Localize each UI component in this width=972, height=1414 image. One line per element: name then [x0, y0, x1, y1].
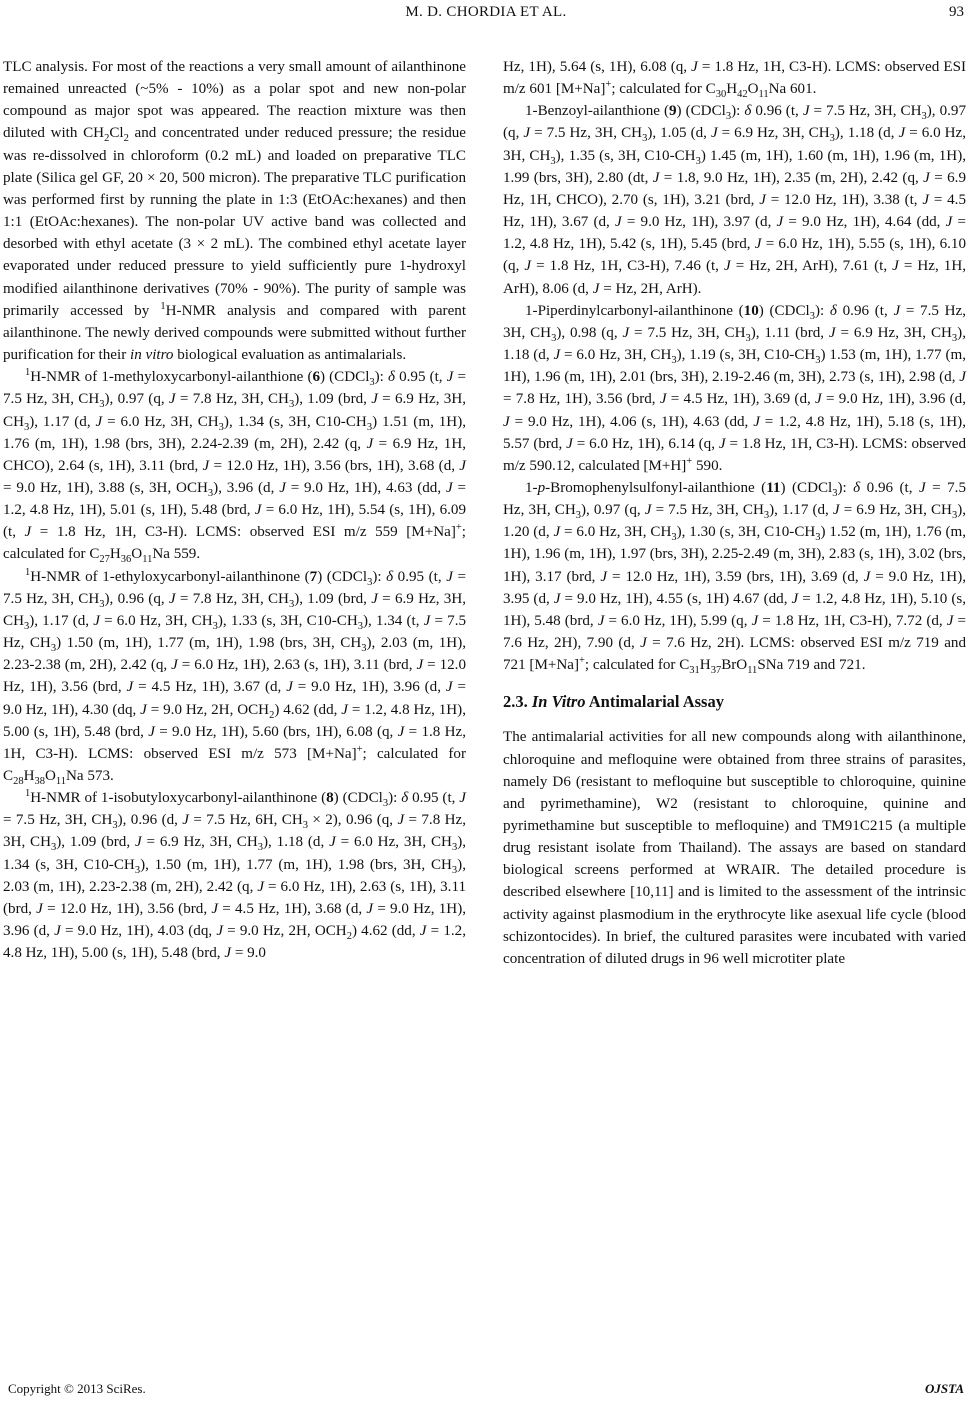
footer-copyright: Copyright © 2013 SciRes.: [8, 1381, 146, 1396]
nmr-compound-8: $^1$H-NMR of 1-isobutyloxycarbonyl-ailanthinone (8) (CDCl$_3$): δ 0.95 (t, J = 7.5 Hz, 3H, $CH_3$), 0.96 (d, J = 7.5 Hz, 6H, $CH_3 \times 2$), 0.96 (q, J = 7.8 Hz, 3H, $CH_3$), 1.09 (brd, J = 6.9 Hz, 3H, $CH_3$), 1.18 (d, J = 6.0 Hz, 3H, $CH_3$), 1.34 (s, 3H, $C10-CH_3$), 1.50 (m, 1H), 1.77 (m, 1H), 1.98 (brs, 3H, $CH_3$), 2.03 (m, 1H), 2.23-2.38 (m, 2H), 2.42 (q, J = 6.0 Hz, 1H), 2.63 (s, 1H), 3.11 (brd, J = 12.0 Hz, 1H), 3.56 (brd, J = 4.5 Hz, 1H), 3.68 (d, J = 9.0 Hz, 1H), 3.96 (d, J = 9.0 Hz, 1H), 4.03 (dq, J = 9.0 Hz, 2H, $OCH_2$) 4.62 (dd, J = 1.2, 4.8 Hz, 1H), 5.00 (s, 1H), 5.48 (brd, J = 9.0: [3, 788, 466, 962]
nmr-compound-8-continued: Hz, 1H), 5.64 (s, 1H), 6.08 (q, J = 1.8 Hz, 1H, C3-H). LCMS: observed ESI m/z 601 [M+Na]+; calculated for $C_{30}H_{42}O_{11}Na$ 601.: [503, 59, 966, 101]
section-number: 2.3.: [503, 692, 528, 712]
header-authors: M. D. CHORDIA ET AL.: [405, 4, 567, 20]
nmr-compound-6: $^1$H-NMR of 1-methyloxycarbonyl-ailanthione (6) (CDCl$_3$): δ 0.95 (t, J = 7.5 Hz, 3H, $CH_3$), 0.97 (q, J = 7.8 Hz, 3H, $CH_3$), 1.09 (brd, J = 6.9 Hz, 3H, $CH_3$), 1.17 (d, J = 6.0 Hz, 3H, $CH_3$), 1.34 (s, 3H, $C10-CH_3$) 1.51 (m, 1H), 1.76 (m, 1H), 1.98 (brs, 3H), 2.24-2.39 (m, 2H), 2.42 (q, J = 6.9 Hz, 1H, CHCO), 2.64 (s, 1H), 3.11 (brd, J = 12.0 Hz, 1H), 3.56 (brs, 1H), 3.68 (d, J = 9.0 Hz, 1H), 3.88 (s, 3H, $OCH_3$), 3.96 (d, J = 9.0 Hz, 1H), 4.63 (dd, J = 1.2, 4.8 Hz, 1H), 5.01 (s, 1H), 5.48 (brd, J = 6.0 Hz, 1H), 5.54 (s, 1H), 6.09 (t, J = 1.8 Hz, 1H, C3-H). LCMS: observed ESI m/z 559 [M+Na]+; calculated for $C_{27}H_{36}O_{11}Na$ 559.: [3, 367, 467, 566]
assay-paragraph: The antimalarial activities for all new compounds along with ailanthinone, chloroquine and mefloquine were obtained from three strains of parasites, namely D6 (resistant to mefloquine but susceptible to chloroquine, quinine and pyrimethamine), W2 (resistant to chloroquine, quinine and pyrimethamine but susceptible to mefloquine) and TM91C215 (a multiple drug resistant isolate from Thailand). The assays are based on standard biological screens performed at WRAIR. The detailed procedure is described elsewhere [10,11] and is limited to the assessment of the intrinsic activity against plasmodium in the erythrocyte like asexual life cycle (blood schizontocides). In brief, the cultured parasites were incubated with varied concentration of diluted drugs in 96 well microtiter plate: [503, 729, 966, 967]
nmr-compound-11: 1-p-Bromophenylsulfonyl-ailanthione (11) (CDCl$_3$): δ 0.96 (t, J = 7.5 Hz, 3H, $CH_3$), 0.97 (q, J = 7.5 Hz, 3H, $CH_3$), 1.17 (d, J = 6.9 Hz, 3H, $CH_3$), 1.20 (d, J = 6.0 Hz, 3H, $CH_3$), 1.30 (s, 3H, $C10-CH_3$) 1.52 (m, 1H), 1.76 (m, 1H), 1.96 (m, 1H), 1.97 (brs, 3H), 2.25-2.49 (m, 3H), 2.83 (s, 1H), 3.02 (brs, 1H), 3.17 (brd, J = 12.0 Hz, 1H), 3.59 (brs, 1H), 3.69 (d, J = 9.0 Hz, 1H), 3.95 (d, J = 9.0 Hz, 1H), 4.55 (s, 1H) 4.67 (dd, J = 1.2, 4.8 Hz, 1H), 5.10 (s, 1H), 5.48 (brd, J = 6.0 Hz, 1H), 5.99 (q, J = 1.8 Hz, 1H, C3-H), 7.72 (d, J = 7.6 Hz, 2H), 7.90 (d, J = 7.6 Hz, 2H). LCMS: observed ESI m/z 719 and 721 [M+Na]+; calculated for $C_{31}H_{37}BrO_{11}SNa$ 719 and 721.: [503, 479, 967, 677]
page-number: 93: [949, 4, 964, 20]
nmr-compound-9: 1-Benzoyl-ailanthione (9) (CDCl$_3$): δ 0.96 (t, J = 7.5 Hz, 3H, $CH_3$), 0.97 (q, J = 7.5 Hz, 3H, $CH_3$), 1.05 (d, J = 6.9 Hz, 3H, $CH_3$), 1.18 (d, J = 6.0 Hz, 3H, $CH_3$), 1.35 (s, 3H, $C10-CH_3$) 1.45 (m, 1H), 1.60 (m, 1H), 1.96 (m, 1H), 1.99 (brs, 3H), 2.80 (dt, J = 1.8, 9.0 Hz, 1H), 2.35 (m, 2H), 2.42 (q, J = 6.9 Hz, 1H, CHCO), 2.70 (s, 1H), 3.21 (brd, J = 12.0 Hz, 1H), 3.38 (t, J = 4.5 Hz, 1H), 3.67 (d, J = 9.0 Hz, 1H), 3.97 (d, J = 9.0 Hz, 1H), 4.64 (dd, J = 1.2, 4.8 Hz, 1H), 5.42 (s, 1H), 5.45 (brd, J = 6.0 Hz, 1H), 5.55 (s, 1H), 6.10 (q, J = 1.8 Hz, 1H, C3-H), 7.46 (t, J = Hz, 2H, ArH), 7.61 (t, J = Hz, 1H, ArH), 8.06 (d, J = Hz, 2H, ArH).: [503, 103, 967, 297]
page-footer: [0, 1381, 972, 1405]
nmr-compound-10: 1-Piperdinylcarbonyl-ailanthinone (10) (CDCl$_3$): δ 0.96 (t, J = 7.5 Hz, 3H, $CH_3$), 0.98 (q, J = 7.5 Hz, 3H, $CH_3$), 1.11 (brd, J = 6.9 Hz, 3H, $CH_3$), 1.18 (d, J = 6.0 Hz, 3H, $CH_3$), 1.19 (s, 3H, $C10-CH_3$) 1.53 (m, 1H), 1.77 (m, 1H), 1.96 (m, 1H), 2.01 (brs, 3H), 2.19-2.46 (m, 3H), 2.73 (s, 1H), 2.98 (d, J = 7.8 Hz, 1H), 3.56 (brd, J = 4.5 Hz, 1H), 3.69 (d, J = 9.0 Hz, 1H), 3.96 (d, J = 9.0 Hz, 1H), 4.06 (s, 1H), 4.63 (dd, J = 1.2, 4.8 Hz, 1H), 5.18 (s, 1H), 5.57 (brd, J = 6.0 Hz, 1H), 6.14 (q, J = 1.8 Hz, 1H, C3-H). LCMS: observed m/z 590.12, calculated [M+H]+ 590.: [503, 302, 966, 474]
intro-paragraph: TLC analysis. For most of the reactions a very small amount of ailanthinone remained unreacted (~5% - 10%) as a polar spot and new non-polar compound as major spot was appeared. The reaction mixture was then diluted with $CH_2Cl_2$ and concentrated under reduced pressure; the residue was re-dissolved in chloroform (0.2 mL) and loaded on preparative TLC plate (Silica gel GF, 20 × 20, 500 micron). The preparative TLC purification was performed first by running the plate in 1:3 (EtOAc:hexanes) and then 1:1 (EtOAc:hexanes). The non-polar UV active band was collected and desorbed with ethyl acetate (3 × 2 mL). The combined ethyl acetate layer evaporated under reduced pressure to yield sufficiently pure 1-hydroxyl modified ailanthinone derivatives (70% - 90%). The purity of sample was primarily accessed by $^1$H-NMR analysis and compared with parent ailanthinone. The newly derived compounds were submitted without further purification for their in vitro biological evaluation as antimalarials.: [3, 59, 467, 364]
running-header: [0, 2, 972, 26]
section-title-italic: In Vitro: [531, 692, 586, 712]
nmr-compound-7: $^1$H-NMR of 1-ethyloxycarbonyl-ailanthinone (7) (CDCl$_3$): δ 0.95 (t, J = 7.5 Hz, 3H, $CH_3$), 0.96 (q, J = 7.8 Hz, 3H, $CH_3$), 1.09 (brd, J = 6.9 Hz, 3H, $CH_3$), 1.17 (d, J = 6.0 Hz, 3H, $CH_3$), 1.33 (s, 3H, $C10-CH_3$), 1.34 (t, J = 7.5 Hz, $CH_3$) 1.50 (m, 1H), 1.77 (m, 1H), 1.98 (brs, 3H, $CH_3$), 2.03 (m, 1H), 2.23-2.38 (m, 2H), 2.42 (q, J = 6.0 Hz, 1H), 2.63 (s, 1H), 3.11 (brd, J = 12.0 Hz, 1H), 3.56 (brd, J = 4.5 Hz, 1H), 3.67 (d, J = 9.0 Hz, 1H), 3.96 (d, J = 9.0 Hz, 1H), 4.30 (dq, J = 9.0 Hz, 2H, $OCH_2$) 4.62 (dd, J = 1.2, 4.8 Hz, 1H), 5.00 (s, 1H), 5.48 (brd, J = 9.0 Hz, 1H), 5.60 (brs, 1H), 6.08 (q, J = 1.8 Hz, 1H, C3-H). LCMS: observed ESI m/z 573 [M+Na]+; calculated for $C_{28}H_{38}O_{11}Na$ 573.: [3, 566, 467, 788]
section-heading: [503, 690, 966, 714]
right-column: [503, 56, 966, 970]
left-column: [3, 56, 466, 964]
footer-journal: OJSTA: [924, 1381, 964, 1396]
section-title: Antimalarial Assay: [588, 692, 724, 712]
